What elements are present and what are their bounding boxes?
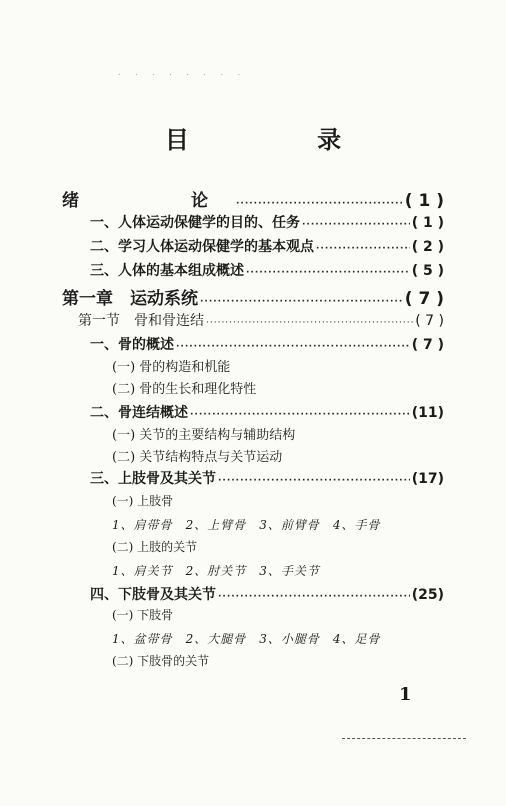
toc-label: (一) 骨的构造和机能 <box>112 360 231 375</box>
page-number: 1 <box>399 684 412 705</box>
footer-rule <box>342 738 466 739</box>
toc-item-list <box>112 516 381 533</box>
toc-page: ( 5 ) <box>411 263 444 279</box>
toc-page: ( 2 ) <box>411 239 444 255</box>
toc-label: 三、人体的基本组成概述 <box>90 263 244 279</box>
toc-entry <box>90 468 444 488</box>
toc-label: 第一章 运动系统 <box>62 289 198 309</box>
toc-label: 三、上肢骨及其关节 <box>90 471 216 487</box>
toc-subentry <box>112 356 230 375</box>
toc-label: (一) 上肢骨 <box>112 494 174 508</box>
toc-entry-chapter <box>62 284 444 309</box>
toc-page: (11) <box>411 405 444 421</box>
dot-leader <box>200 297 403 307</box>
toc-item-list <box>112 630 381 647</box>
toc-label: (一) 关节的主要结构与辅助结构 <box>112 428 296 443</box>
toc-label: 一、骨的概述 <box>90 337 174 353</box>
toc-label: (二) 下肢骨的关节 <box>112 654 210 668</box>
toc-subentry <box>112 492 173 509</box>
toc-entry <box>90 584 444 604</box>
dot-leader <box>246 268 410 278</box>
toc-label: 1、肩关节 2、肘关节 3、手关节 <box>112 564 320 578</box>
toc-entry <box>90 334 444 354</box>
toc-page: ( 1 ) <box>404 191 444 211</box>
dot-leader <box>218 592 410 602</box>
toc-page: ( 7 ) <box>404 289 444 309</box>
toc-subentry <box>112 378 256 397</box>
toc-subentry <box>112 538 197 555</box>
toc-subentry <box>112 652 209 669</box>
toc-label: 二、骨连结概述 <box>90 405 188 421</box>
toc-page: (25) <box>411 587 444 603</box>
dot-leader <box>236 199 403 209</box>
toc-entry-section <box>78 310 444 330</box>
toc-label: 1、盆带骨 2、大腿骨 3、小腿骨 4、足骨 <box>112 632 381 646</box>
toc-label: (二) 上肢的关节 <box>112 540 198 554</box>
dot-leader <box>302 220 410 230</box>
toc-label: 绪 论 <box>62 191 234 211</box>
dot-leader <box>190 410 410 420</box>
toc-label: (一) 下肢骨 <box>112 608 174 622</box>
toc-page: ( 1 ) <box>411 215 444 231</box>
toc-label: 第一节 骨和骨连结 <box>78 313 204 329</box>
toc-subentry <box>112 606 173 623</box>
toc-entry <box>90 260 444 280</box>
toc-item-list <box>112 562 320 579</box>
toc-entry <box>90 402 444 422</box>
dot-leader <box>176 342 410 352</box>
toc-entry <box>90 236 444 256</box>
toc-label: 四、下肢骨及其关节 <box>90 587 216 603</box>
dot-leader <box>218 476 410 486</box>
toc-entry-intro <box>62 186 444 211</box>
toc-label: (二) 骨的生长和理化特性 <box>112 382 257 397</box>
toc-page: ( 7 ) <box>415 313 444 329</box>
page-title: 目 录 <box>164 126 402 154</box>
toc-title <box>0 120 506 155</box>
toc-subentry <box>112 424 295 443</box>
toc-label: (二) 关节结构特点与关节运动 <box>112 450 283 465</box>
toc-label: 一、人体运动保健学的目的、任务 <box>90 215 300 231</box>
toc-label: 1、肩带骨 2、上臂骨 3、前臂骨 4、手骨 <box>112 518 381 532</box>
toc-page: (17) <box>411 471 444 487</box>
toc-subentry <box>112 446 282 465</box>
toc-label: 二、学习人体运动保健学的基本观点 <box>90 239 314 255</box>
toc-entry <box>90 212 444 232</box>
toc-page: ( 7 ) <box>411 337 444 353</box>
dot-leader <box>316 244 410 254</box>
scan-specks: . . . . . . . . <box>118 68 247 77</box>
dot-leader <box>206 318 413 328</box>
